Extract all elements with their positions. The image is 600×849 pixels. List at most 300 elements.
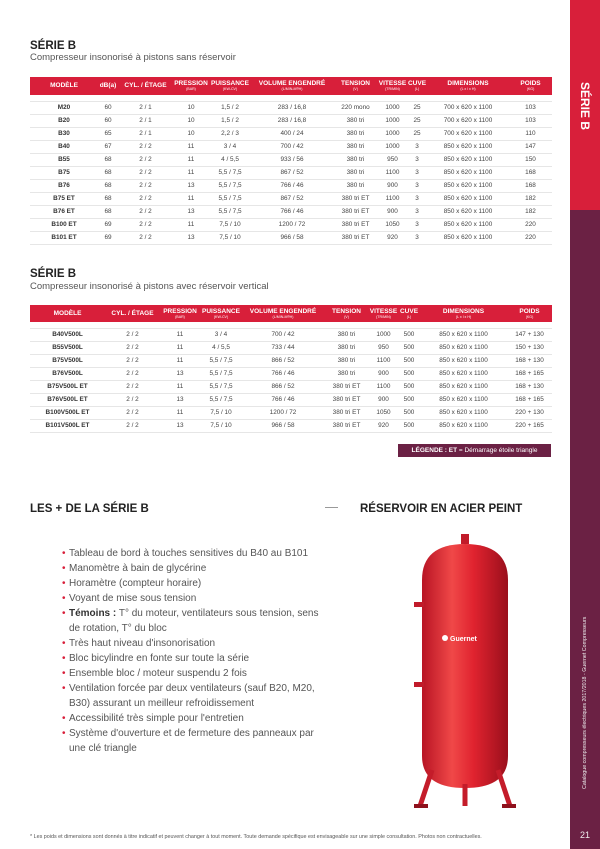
column-label: MODÈLE xyxy=(53,309,82,317)
table-cell: 3 xyxy=(407,192,427,205)
feature-item xyxy=(62,726,324,756)
table-cell: 5,5 / 7,5 xyxy=(200,354,242,367)
table-cell: 2 / 2 xyxy=(105,367,160,380)
table-cell: 966 / 58 xyxy=(251,231,333,244)
table-cell: 68 xyxy=(98,153,118,166)
table-cell: 850 x 620 x 1100 xyxy=(427,153,509,166)
table-cell: 380 tri ET xyxy=(324,419,369,432)
table-cell: 2 / 2 xyxy=(105,419,160,432)
column-unit: (V) xyxy=(353,87,358,91)
table-cell: 1100 xyxy=(369,380,398,393)
column-header xyxy=(251,77,333,95)
table-cell: 7,5 / 10 xyxy=(200,419,242,432)
table-cell: 380 tri ET xyxy=(333,192,378,205)
table-cell: 1050 xyxy=(378,218,407,231)
table-cell: 500 xyxy=(398,393,420,406)
feature-text: Ventilation forcée par deux ventilateurs (sauf B20, M20, B30) assurant un meilleur refroidissement xyxy=(69,683,315,709)
column-label: CYL. / ÉTAGE xyxy=(124,82,167,89)
table-cell: 850 x 620 x 1100 xyxy=(427,179,509,192)
tank-image xyxy=(400,530,530,810)
brand-logo-icon xyxy=(442,635,448,641)
feature-item xyxy=(62,546,324,561)
features-list xyxy=(62,546,324,756)
table-cell: 2 / 2 xyxy=(105,354,160,367)
column-header xyxy=(509,77,552,95)
model-cell: B55V500L xyxy=(30,341,105,354)
table-cell: 2 / 2 xyxy=(118,179,173,192)
table-cell: 900 xyxy=(369,367,398,380)
table-cell: 850 x 620 x 1100 xyxy=(420,354,507,367)
column-header xyxy=(160,305,200,322)
table-cell: 380 tri ET xyxy=(333,218,378,231)
table-cell: 950 xyxy=(369,341,398,354)
table-cell: 11 xyxy=(173,166,209,179)
column-label: VITESSE xyxy=(378,80,407,87)
table-row xyxy=(30,114,552,127)
table-cell: 68 xyxy=(98,205,118,218)
model-cell: B75V500L ET xyxy=(30,380,105,393)
table-cell: 2 / 2 xyxy=(105,328,160,341)
column-label: DIMENSIONS xyxy=(447,80,489,87)
column-label: VITESSE xyxy=(369,307,398,315)
table-cell: 10 xyxy=(173,101,209,114)
table-cell: 900 xyxy=(369,393,398,406)
table-cell: 3 xyxy=(407,231,427,244)
table-cell: 850 x 620 x 1100 xyxy=(420,328,507,341)
table-cell: 220 + 130 xyxy=(507,406,552,419)
table-cell: 103 xyxy=(509,114,552,127)
table-row xyxy=(30,231,552,244)
model-cell: B75 ET xyxy=(30,192,98,205)
column-label: PRESSION xyxy=(174,80,208,87)
table-cell: 500 xyxy=(398,380,420,393)
table-cell: 766 / 46 xyxy=(251,179,333,192)
table-cell: 13 xyxy=(173,205,209,218)
table-cell: 283 / 16,8 xyxy=(251,101,333,114)
column-header xyxy=(427,77,509,95)
table-cell: 850 x 620 x 1100 xyxy=(427,231,509,244)
column-unit: (L x l x H) xyxy=(460,87,476,91)
column-header xyxy=(209,77,251,95)
feature-item xyxy=(62,666,324,681)
table-cell: 1200 / 72 xyxy=(251,218,333,231)
column-unit: (KG) xyxy=(526,87,535,91)
feature-text: T° du moteur, ventilateurs sous tension, sens de rotation, T° du bloc xyxy=(69,608,319,634)
table-cell: 5,5 / 7,5 xyxy=(209,179,251,192)
tank-title: RÉSERVOIR EN ACIER PEINT xyxy=(360,503,523,515)
table-cell: 10 xyxy=(173,114,209,127)
column-header xyxy=(30,305,105,322)
table-cell: 5,5 / 7,5 xyxy=(209,205,251,218)
feature-item xyxy=(62,561,324,576)
feature-item xyxy=(62,636,324,651)
table-cell: 1100 xyxy=(378,166,407,179)
table-cell: 1,5 / 2 xyxy=(209,114,251,127)
table-cell: 380 tri ET xyxy=(333,231,378,244)
table-cell: 11 xyxy=(160,406,200,419)
table-cell: 220 xyxy=(509,218,552,231)
table-cell: 850 x 620 x 1100 xyxy=(427,166,509,179)
feature-item xyxy=(62,591,324,606)
table-cell: 380 tri xyxy=(333,114,378,127)
column-label: PUISSANCE xyxy=(211,80,249,87)
table-row xyxy=(30,101,552,114)
table-cell: 700 / 42 xyxy=(242,328,324,341)
table-cell: 67 xyxy=(98,140,118,153)
column-header xyxy=(30,77,98,95)
table-cell: 60 xyxy=(98,101,118,114)
sidebar-section-label: SÉRIE B xyxy=(578,81,592,130)
legend-badge xyxy=(398,444,551,457)
table-cell: 60 xyxy=(98,114,118,127)
column-label: DIMENSIONS xyxy=(442,307,485,315)
table-cell: 380 tri ET xyxy=(324,406,369,419)
table-cell: 700 / 42 xyxy=(251,140,333,153)
page-number: 21 xyxy=(579,830,590,840)
feature-item xyxy=(62,606,324,636)
column-unit: (L) xyxy=(406,314,412,319)
table-cell: 7,5 / 10 xyxy=(209,231,251,244)
column-header xyxy=(173,77,209,95)
column-header xyxy=(420,305,507,322)
column-header xyxy=(398,305,420,322)
table-cell: 766 / 46 xyxy=(242,393,324,406)
table-cell: 700 x 620 x 1100 xyxy=(427,101,509,114)
table-cell: 182 xyxy=(509,192,552,205)
table-cell: 900 xyxy=(378,179,407,192)
table-cell: 500 xyxy=(398,354,420,367)
model-cell: B76 ET xyxy=(30,205,98,218)
feature-text: Tableau de bord à touches sensitives du B40 au B101 xyxy=(69,548,309,559)
model-cell: B40V500L xyxy=(30,328,105,341)
table-cell: 13 xyxy=(160,419,200,432)
table-cell: 900 xyxy=(378,205,407,218)
table-cell: 3 xyxy=(407,166,427,179)
table-cell: 850 x 620 x 1100 xyxy=(420,341,507,354)
legend-key: LÉGENDE : ET xyxy=(411,447,458,454)
table-cell: 65 xyxy=(98,127,118,140)
table-cell: 13 xyxy=(160,367,200,380)
table-cell: 25 xyxy=(407,101,427,114)
table-cell: 850 x 620 x 1100 xyxy=(427,205,509,218)
table-row xyxy=(30,341,552,354)
table-row xyxy=(30,393,552,406)
table-cell: 68 xyxy=(98,166,118,179)
table-cell: 2,2 / 3 xyxy=(209,127,251,140)
column-label: PUISSANCE xyxy=(202,307,240,315)
table-cell: 400 / 24 xyxy=(251,127,333,140)
column-label: dB(a) xyxy=(99,82,117,89)
table-cell: 1000 xyxy=(378,127,407,140)
table-cell: 867 / 52 xyxy=(251,166,333,179)
table-cell: 220 xyxy=(509,231,552,244)
model-cell: B55 xyxy=(30,153,98,166)
table-cell: 380 tri xyxy=(324,354,369,367)
column-unit: (V) xyxy=(344,314,349,319)
table-cell: 700 x 620 x 1100 xyxy=(427,127,509,140)
table-cell: 866 / 52 xyxy=(242,380,324,393)
table-cell: 11 xyxy=(160,380,200,393)
table-cell: 500 xyxy=(398,419,420,432)
table-cell: 2 / 2 xyxy=(118,218,173,231)
table-cell: 2 / 2 xyxy=(118,192,173,205)
column-header xyxy=(369,305,398,322)
table-cell: 147 xyxy=(509,140,552,153)
table-cell: 1200 / 72 xyxy=(242,406,324,419)
table-cell: 380 tri ET xyxy=(324,393,369,406)
table-cell: 850 x 620 x 1100 xyxy=(420,367,507,380)
table-cell: 850 x 620 x 1100 xyxy=(427,218,509,231)
table-cell: 11 xyxy=(160,328,200,341)
table-cell: 2 / 1 xyxy=(118,127,173,140)
features-title: LES + DE LA SÉRIE B xyxy=(30,503,149,515)
table-cell: 850 x 620 x 1100 xyxy=(427,140,509,153)
table-cell: 168 + 165 xyxy=(507,367,552,380)
table-cell: 4 / 5,5 xyxy=(209,153,251,166)
feature-text: Très haut niveau d'insonorisation xyxy=(69,638,216,649)
model-cell: B75 xyxy=(30,166,98,179)
table-cell: 850 x 620 x 1100 xyxy=(420,406,507,419)
table-row xyxy=(30,192,552,205)
table-cell: 11 xyxy=(173,153,209,166)
feature-item xyxy=(62,711,324,726)
table-cell: 380 tri ET xyxy=(333,205,378,218)
table-cell: 220 + 165 xyxy=(507,419,552,432)
table-cell: 168 xyxy=(509,179,552,192)
serie1-title: SÉRIE B xyxy=(30,40,77,52)
legend-text: = Démarrage étoile triangle xyxy=(457,447,538,454)
table-cell: 11 xyxy=(173,218,209,231)
table-cell: 866 / 52 xyxy=(242,354,324,367)
feature-text: Ensemble bloc / moteur suspendu 2 fois xyxy=(69,668,247,679)
table-cell: 110 xyxy=(509,127,552,140)
column-unit: (L/MIN-M³/H) xyxy=(281,87,303,91)
feature-text: Voyant de mise sous tension xyxy=(69,593,197,604)
serie2-table xyxy=(30,305,552,433)
table-cell: 380 tri xyxy=(324,341,369,354)
divider xyxy=(325,507,338,508)
table-cell: 168 + 165 xyxy=(507,393,552,406)
model-cell: B20 xyxy=(30,114,98,127)
table-row xyxy=(30,127,552,140)
table-cell: 13 xyxy=(173,231,209,244)
column-label: TENSION xyxy=(332,307,361,315)
column-unit: (TR/MIN) xyxy=(376,314,391,319)
table-cell: 1100 xyxy=(369,354,398,367)
column-header xyxy=(98,77,118,95)
table-row xyxy=(30,406,552,419)
column-label: POIDS xyxy=(519,307,540,315)
column-header xyxy=(378,77,407,95)
tank-valve xyxy=(461,534,469,544)
table-cell: 933 / 56 xyxy=(251,153,333,166)
table-cell: 380 tri xyxy=(333,153,378,166)
table-cell: 2 / 2 xyxy=(118,205,173,218)
table-cell: 380 tri xyxy=(333,140,378,153)
feature-item xyxy=(62,651,324,666)
table-cell: 103 xyxy=(509,101,552,114)
table-cell: 380 tri ET xyxy=(324,380,369,393)
model-cell: M20 xyxy=(30,101,98,114)
model-cell: B76V500L ET xyxy=(30,393,105,406)
table-cell: 147 + 130 xyxy=(507,328,552,341)
table-row xyxy=(30,140,552,153)
table-cell: 3 xyxy=(407,179,427,192)
table-cell: 966 / 58 xyxy=(242,419,324,432)
feature-text: Système d'ouverture et de fermeture des panneaux par une clé triangle xyxy=(69,728,314,754)
column-unit: (TR/MIN) xyxy=(385,87,400,91)
table-cell: 3 / 4 xyxy=(209,140,251,153)
table-cell: 766 / 46 xyxy=(242,367,324,380)
table-cell: 3 xyxy=(407,140,427,153)
table-cell: 3 xyxy=(407,218,427,231)
table-cell: 500 xyxy=(398,367,420,380)
column-header xyxy=(333,77,378,95)
column-unit: (BAR) xyxy=(175,314,185,319)
table-cell: 5,5 / 7,5 xyxy=(209,192,251,205)
table-cell: 850 x 620 x 1100 xyxy=(420,393,507,406)
table-row xyxy=(30,367,552,380)
table-cell: 1000 xyxy=(378,140,407,153)
table-cell: 850 x 620 x 1100 xyxy=(427,192,509,205)
table-cell: 3 / 4 xyxy=(200,328,242,341)
table-cell: 920 xyxy=(369,419,398,432)
table-cell: 7,5 / 10 xyxy=(200,406,242,419)
model-cell: B40 xyxy=(30,140,98,153)
serie1-table xyxy=(30,77,552,245)
feature-item xyxy=(62,576,324,591)
table-cell: 25 xyxy=(407,127,427,140)
table-cell: 11 xyxy=(160,354,200,367)
feature-bold-label: Témoins : xyxy=(69,608,117,619)
table-cell: 5,5 / 7,5 xyxy=(209,166,251,179)
table-cell: 11 xyxy=(173,140,209,153)
table-cell: 380 tri xyxy=(324,367,369,380)
table-cell: 150 + 130 xyxy=(507,341,552,354)
table-cell: 10 xyxy=(173,127,209,140)
table-cell: 7,5 / 10 xyxy=(209,218,251,231)
table-cell: 380 tri xyxy=(324,328,369,341)
table-cell: 1,5 / 2 xyxy=(209,101,251,114)
table-cell: 11 xyxy=(160,341,200,354)
table-cell: 11 xyxy=(173,192,209,205)
table-cell: 13 xyxy=(160,393,200,406)
table-cell: 867 / 52 xyxy=(251,192,333,205)
table-cell: 920 xyxy=(378,231,407,244)
column-label: CUVE xyxy=(399,307,419,315)
column-label: PRESSION xyxy=(163,307,197,315)
table-cell: 2 / 1 xyxy=(118,114,173,127)
table-cell: 68 xyxy=(98,192,118,205)
table-row xyxy=(30,419,552,432)
column-unit: (KW-CV) xyxy=(222,87,238,91)
column-label: TENSION xyxy=(341,80,370,87)
model-cell: B30 xyxy=(30,127,98,140)
column-header xyxy=(242,305,324,322)
table-cell: 5,5 / 7,5 xyxy=(200,380,242,393)
table-cell: 2 / 2 xyxy=(118,166,173,179)
model-cell: B76V500L xyxy=(30,367,105,380)
table-cell: 2 / 2 xyxy=(105,393,160,406)
table-row xyxy=(30,179,552,192)
table-cell: 850 x 620 x 1100 xyxy=(420,380,507,393)
table-cell: 5,5 / 7,5 xyxy=(200,393,242,406)
column-label: MODÈLE xyxy=(50,82,78,89)
table-cell: 2 / 2 xyxy=(118,231,173,244)
table-cell: 168 + 130 xyxy=(507,354,552,367)
column-label: POIDS xyxy=(520,80,541,87)
column-header xyxy=(407,77,427,95)
table-cell: 1000 xyxy=(378,101,407,114)
column-header xyxy=(118,77,173,95)
feature-text: Accessibilité très simple pour l'entretien xyxy=(69,713,244,724)
serie1-subtitle: Compresseur insonorisé à pistons sans réservoir xyxy=(30,52,236,63)
column-unit: (KW-CV) xyxy=(213,314,229,319)
table-cell: 950 xyxy=(378,153,407,166)
table-cell: 3 xyxy=(407,205,427,218)
model-cell: B101 ET xyxy=(30,231,98,244)
table-cell: 283 / 16,8 xyxy=(251,114,333,127)
tank-brand: Guernet xyxy=(450,636,477,643)
table-row xyxy=(30,328,552,341)
table-row xyxy=(30,205,552,218)
model-cell: B101V500L ET xyxy=(30,419,105,432)
table-cell: 25 xyxy=(407,114,427,127)
table-row xyxy=(30,354,552,367)
column-header xyxy=(105,305,160,322)
serie2-subtitle: Compresseur insonorisé à pistons avec réservoir vertical xyxy=(30,281,269,292)
table-cell: 2 / 2 xyxy=(105,406,160,419)
feature-text: Horamètre (compteur horaire) xyxy=(69,578,202,589)
table-cell: 2 / 2 xyxy=(105,341,160,354)
table-cell: 168 xyxy=(509,166,552,179)
table-cell: 13 xyxy=(173,179,209,192)
column-header xyxy=(324,305,369,322)
table-cell: 500 xyxy=(398,341,420,354)
table-cell: 150 xyxy=(509,153,552,166)
table-cell: 1000 xyxy=(369,328,398,341)
table-cell: 220 mono xyxy=(333,101,378,114)
column-unit: (BAR) xyxy=(186,87,196,91)
table-cell: 1000 xyxy=(378,114,407,127)
table-cell: 2 / 2 xyxy=(118,153,173,166)
column-label: VOLUME ENGENDRÉ xyxy=(249,307,317,315)
table-row xyxy=(30,380,552,393)
table-cell: 2 / 1 xyxy=(118,101,173,114)
feature-text: Bloc bicylindre en fonte sur toute la série xyxy=(69,653,250,664)
column-unit: (L) xyxy=(414,87,420,91)
column-header xyxy=(200,305,242,322)
table-cell: 168 + 130 xyxy=(507,380,552,393)
table-cell: 500 xyxy=(398,406,420,419)
tank-body xyxy=(422,544,508,788)
model-cell: B75V500L xyxy=(30,354,105,367)
feature-item xyxy=(62,681,324,711)
model-cell: B100 ET xyxy=(30,218,98,231)
column-unit: (KG) xyxy=(525,314,534,319)
table-cell: 380 tri xyxy=(333,127,378,140)
table-cell: 2 / 2 xyxy=(105,380,160,393)
model-cell: B76 xyxy=(30,179,98,192)
footnote: * Les poids et dimensions sont donnés à titre indicatif et peuvent changer à tout moment. Toute demande spécifique est envisageable sur une simple consultation. Photos non contractuelles. xyxy=(30,834,482,840)
table-row xyxy=(30,153,552,166)
column-label: VOLUME ENGENDRÉ xyxy=(258,80,326,87)
table-cell: 5,5 / 7,5 xyxy=(200,367,242,380)
table-cell: 380 tri xyxy=(333,166,378,179)
column-label: CYL. / ÉTAGE xyxy=(111,309,154,317)
column-unit: (L/MIN-M³/H) xyxy=(272,314,294,319)
table-cell: 380 tri xyxy=(333,179,378,192)
